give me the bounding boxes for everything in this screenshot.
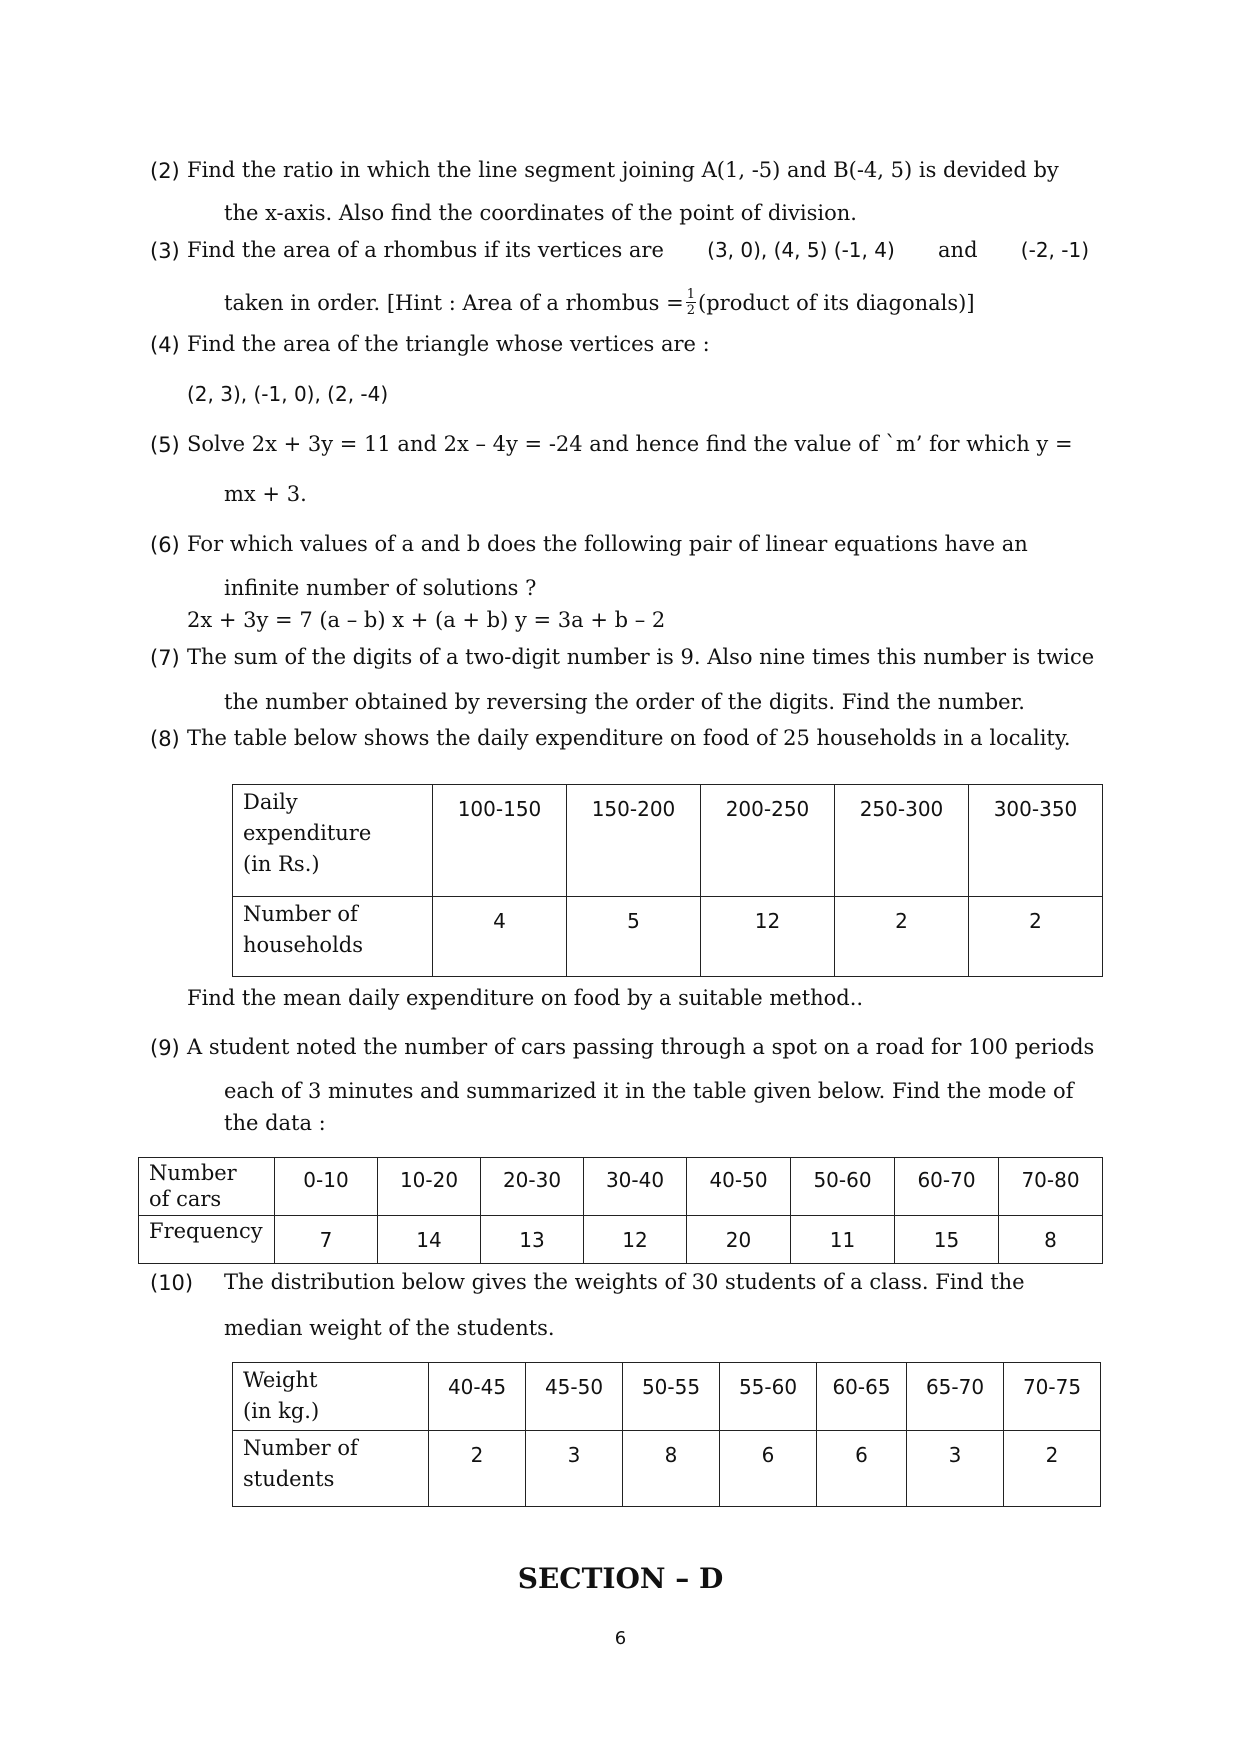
label-line: households (243, 933, 364, 957)
table-cell: 70-80 (999, 1158, 1103, 1216)
table-cell: 14 (378, 1216, 481, 1264)
q8-after-text: Find the mean daily expenditure on food by a suitable method.. (187, 986, 864, 1010)
q3-hint-pre: taken in order. [Hint : Area of a rhombus = (224, 291, 684, 315)
label-line: expenditure (243, 821, 372, 845)
table-cell: 60-65 (817, 1363, 907, 1431)
q6-number: (6) (150, 533, 180, 557)
table-cell: 6 (720, 1431, 817, 1507)
table-cell: 150-200 (567, 785, 701, 897)
expenditure-table (232, 784, 1103, 977)
weights-table (232, 1362, 1101, 1507)
table-cell: 10-20 (378, 1158, 481, 1216)
row-label-households (233, 897, 433, 977)
label-line: (in Rs.) (243, 852, 320, 876)
q3-line1-and: and (938, 238, 978, 262)
table-cell: 6 (817, 1431, 907, 1507)
table-cell: 60-70 (895, 1158, 999, 1216)
table-cell: 12 (584, 1216, 687, 1264)
q10-line1: The distribution below gives the weights of 30 students of a class. Find the (224, 1270, 1025, 1294)
label-line: Number (149, 1161, 237, 1185)
table-cell: 4 (433, 897, 567, 977)
table-cell: 30-40 (584, 1158, 687, 1216)
q6-line3: 2x + 3y = 7 (a – b) x + (a + b) y = 3a + b – 2 (187, 608, 666, 632)
row-label-students (233, 1431, 429, 1507)
q3-hint-fraction (686, 288, 696, 317)
label-line: Number of (243, 1436, 358, 1460)
row-label-cars (139, 1158, 275, 1216)
section-heading: SECTION – D (517, 1562, 724, 1595)
table-cell: 2 (835, 897, 969, 977)
q7-number: (7) (150, 646, 180, 670)
label-line: Daily (243, 790, 298, 814)
label-line: students (243, 1467, 335, 1491)
q3-line1 (187, 240, 1089, 261)
label-line: Weight (243, 1368, 318, 1392)
table-cell: 40-45 (429, 1363, 526, 1431)
q6-line1: For which values of a and b does the following pair of linear equations have an (187, 532, 1028, 556)
table-row (233, 1431, 1101, 1507)
table-cell: 100-150 (433, 785, 567, 897)
q8-line1: The table below shows the daily expenditure on food of 25 households in a locality. (187, 726, 1071, 750)
table-cell: 300-350 (969, 785, 1103, 897)
table-cell: 20 (687, 1216, 791, 1264)
table-cell: 250-300 (835, 785, 969, 897)
table-cell: 200-250 (701, 785, 835, 897)
table-cell: 50-60 (791, 1158, 895, 1216)
table-row (233, 785, 1103, 897)
q9-number: (9) (150, 1036, 180, 1060)
row-label-expenditure (233, 785, 433, 897)
q2-number: (2) (150, 159, 180, 183)
q8-number: (8) (150, 727, 180, 751)
q3-hint-post: (product of its diagonals)] (698, 291, 975, 315)
table-row (139, 1158, 1103, 1216)
q3-line1-last: (-2, -1) (1020, 238, 1089, 262)
q9-line2: each of 3 minutes and summarized it in the table given below. Find the mode of (224, 1079, 1074, 1103)
table-cell: 2 (429, 1431, 526, 1507)
table-cell: 45-50 (526, 1363, 623, 1431)
row-label-weight (233, 1363, 429, 1431)
page-number: 6 (614, 1628, 627, 1649)
table-cell: 11 (791, 1216, 895, 1264)
row-label-frequency: Frequency (139, 1216, 275, 1264)
table-cell: 8 (999, 1216, 1103, 1264)
q3-line1-points: (3, 0), (4, 5) (-1, 4) (707, 238, 895, 262)
table-cell: 3 (526, 1431, 623, 1507)
q3-line1-text: Find the area of a rhombus if its vertices are (187, 238, 664, 262)
table-cell: 2 (1004, 1431, 1101, 1507)
q3-number: (3) (150, 239, 180, 263)
q4-number: (4) (150, 333, 180, 357)
table-cell: 50-55 (623, 1363, 720, 1431)
table-cell: 15 (895, 1216, 999, 1264)
label-line: of cars (149, 1187, 222, 1211)
q4-points: (2, 3), (-1, 0), (2, -4) (187, 382, 389, 406)
fraction-numerator: 1 (686, 287, 696, 302)
table-row (233, 897, 1103, 977)
q5-line1: Solve 2x + 3y = 11 and 2x – 4y = -24 and hence find the value of `m’ for which y = (187, 432, 1073, 456)
table-row (233, 1363, 1101, 1431)
table-cell: 70-75 (1004, 1363, 1101, 1431)
table-cell: 0-10 (275, 1158, 378, 1216)
table-cell: 40-50 (687, 1158, 791, 1216)
table-cell: 20-30 (481, 1158, 584, 1216)
q10-number: (10) (150, 1271, 194, 1295)
table-row (139, 1216, 1103, 1264)
q10-line2: median weight of the students. (224, 1316, 555, 1340)
table-cell: 3 (907, 1431, 1004, 1507)
q5-number: (5) (150, 433, 180, 457)
q2-line1-text: Find the ratio in which the line segment joining A(1, -5) and B(-4, 5) is devided by (187, 158, 1059, 182)
label-line: Number of (243, 902, 358, 926)
q7-line1: The sum of the digits of a two-digit number is 9. Also nine times this number is twice (187, 645, 1095, 669)
q5-line2: mx + 3. (224, 482, 307, 506)
table-cell: 7 (275, 1216, 378, 1264)
fraction-denominator: 2 (686, 303, 696, 318)
table-cell: 8 (623, 1431, 720, 1507)
q4-line1: Find the area of the triangle whose vertices are : (187, 332, 710, 356)
table-cell: 13 (481, 1216, 584, 1264)
q2-line1 (187, 160, 1089, 181)
q2-line2: the x-axis. Also find the coordinates of the point of division. (224, 201, 857, 225)
label-line: (in kg.) (243, 1399, 320, 1423)
table-cell: 2 (969, 897, 1103, 977)
q7-line2: the number obtained by reversing the order of the digits. Find the number. (224, 690, 1025, 714)
q3-line2 (224, 287, 975, 319)
table-cell: 55-60 (720, 1363, 817, 1431)
cars-frequency-table (138, 1157, 1103, 1264)
table-cell: 5 (567, 897, 701, 977)
table-cell: 65-70 (907, 1363, 1004, 1431)
table-cell: 12 (701, 897, 835, 977)
q9-line3: the data : (224, 1111, 326, 1135)
q6-line2: infinite number of solutions ? (224, 576, 537, 600)
q9-line1: A student noted the number of cars passing through a spot on a road for 100 periods (187, 1035, 1095, 1059)
